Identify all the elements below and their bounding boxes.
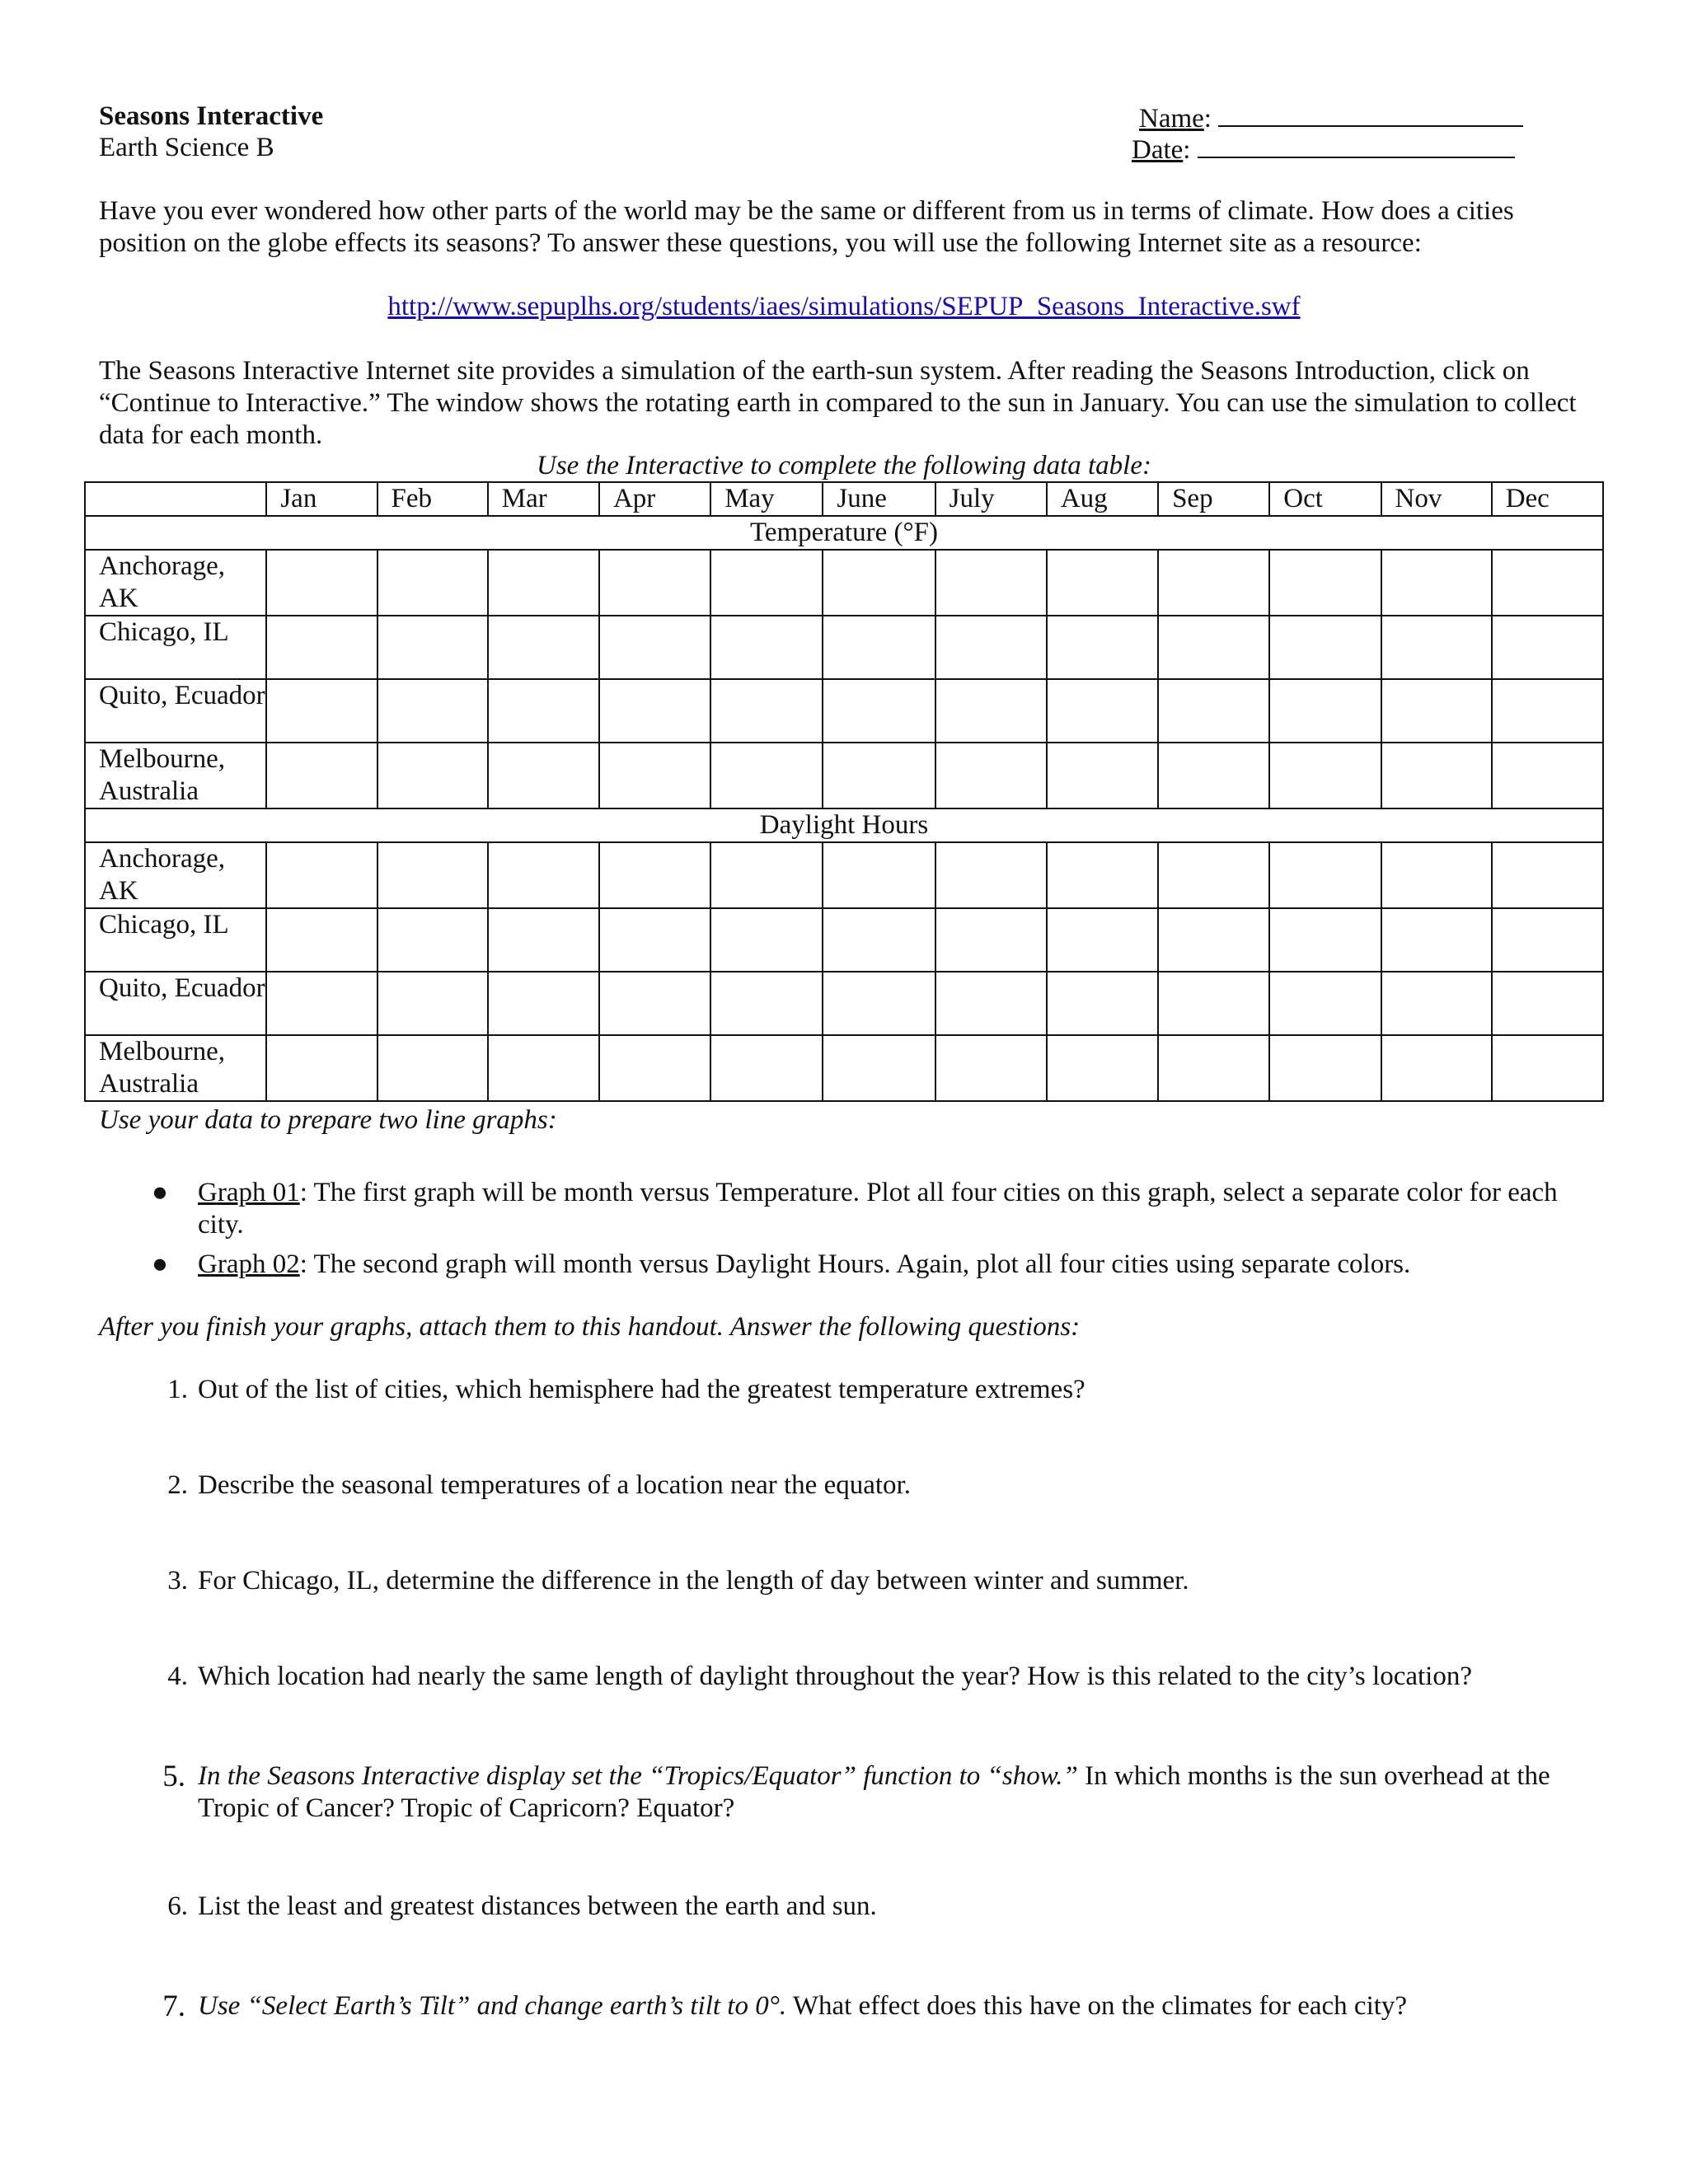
daylight-entry-cell[interactable] (488, 908, 599, 972)
temperature-entry-cell[interactable] (1269, 616, 1381, 679)
question-5 (162, 1760, 1582, 1825)
intro-paragraph: Have you ever wondered how other parts of the world may be the same or different from us in terms of climate. How does a cities position on the globe effects its seasons? To answer these questions, you will use the following Internet site as a resource: (99, 196, 1514, 258)
data-table (84, 481, 1604, 1102)
worksheet-title: Seasons Interactive (99, 101, 324, 131)
temperature-entry-cell[interactable] (377, 616, 488, 679)
month-header: Oct (1269, 482, 1381, 516)
daylight-entry-cell[interactable] (1269, 842, 1381, 908)
city-label: Quito, Ecuador (85, 679, 266, 743)
temperature-entry-cell[interactable] (377, 743, 488, 808)
temperature-entry-cell[interactable] (266, 550, 377, 616)
daylight-section-label: Daylight Hours (85, 808, 1603, 842)
daylight-entry-cell[interactable] (1158, 972, 1269, 1035)
temperature-entry-cell[interactable] (1047, 616, 1158, 679)
temperature-row (85, 679, 1603, 743)
temperature-entry-cell[interactable] (823, 616, 935, 679)
month-header: Dec (1492, 482, 1603, 516)
month-header: Aug (1047, 482, 1158, 516)
city-label: Chicago, IL (85, 908, 266, 972)
temperature-entry-cell[interactable] (1492, 550, 1603, 616)
daylight-entry-cell[interactable] (823, 972, 935, 1035)
temperature-entry-cell[interactable] (266, 743, 377, 808)
daylight-entry-cell[interactable] (599, 908, 710, 972)
temperature-entry-cell[interactable] (1381, 616, 1492, 679)
temperature-section (85, 516, 1603, 550)
temperature-entry-cell[interactable] (710, 550, 823, 616)
daylight-entry-cell[interactable] (823, 842, 935, 908)
daylight-entry-cell[interactable] (935, 1035, 1047, 1101)
daylight-entry-cell[interactable] (1269, 1035, 1381, 1101)
temperature-entry-cell[interactable] (1047, 550, 1158, 616)
temperature-entry-cell[interactable] (935, 616, 1047, 679)
question-6 (167, 1891, 1582, 1923)
question-number: 7. (162, 1990, 185, 2023)
graph-1-text: : The first graph will be month versus Temperature. Plot all four cities on this graph, select a separate color for each city. (198, 1178, 1558, 1240)
name-label: Name (1139, 104, 1204, 134)
table-caption: Use the Interactive to complete the following data table: (537, 451, 1151, 480)
question-text: Out of the list of cities, which hemisphere had the greatest temperature extremes? (198, 1375, 1085, 1404)
daylight-entry-cell[interactable] (710, 972, 823, 1035)
month-header: Jan (266, 482, 377, 516)
question-text: For Chicago, IL, determine the difference in the length of day between winter and summer. (198, 1566, 1189, 1596)
month-header: Mar (488, 482, 599, 516)
temperature-entry-cell[interactable] (823, 743, 935, 808)
temperature-entry-cell[interactable] (599, 616, 710, 679)
graph-1-label: Graph 01 (198, 1178, 300, 1207)
daylight-entry-cell[interactable] (710, 842, 823, 908)
name-blank[interactable] (1218, 101, 1523, 127)
temperature-entry-cell[interactable] (823, 550, 935, 616)
question-3 (167, 1565, 1582, 1597)
daylight-entry-cell[interactable] (266, 1035, 377, 1101)
bullet-icon: ● (152, 1249, 168, 1279)
daylight-entry-cell[interactable] (1047, 972, 1158, 1035)
temperature-entry-cell[interactable] (1047, 743, 1158, 808)
temperature-row (85, 616, 1603, 679)
daylight-entry-cell[interactable] (1381, 908, 1492, 972)
daylight-entry-cell[interactable] (1047, 908, 1158, 972)
daylight-entry-cell[interactable] (935, 972, 1047, 1035)
question-number: 3. (167, 1566, 188, 1596)
daylight-entry-cell[interactable] (599, 972, 710, 1035)
daylight-entry-cell[interactable] (1381, 1035, 1492, 1101)
temperature-entry-cell[interactable] (935, 743, 1047, 808)
daylight-entry-cell[interactable] (377, 972, 488, 1035)
daylight-entry-cell[interactable] (1492, 842, 1603, 908)
question-2 (167, 1469, 1582, 1502)
temperature-entry-cell[interactable] (1269, 550, 1381, 616)
daylight-entry-cell[interactable] (710, 908, 823, 972)
temperature-entry-cell[interactable] (488, 743, 599, 808)
month-header: July (935, 482, 1047, 516)
corner-cell (85, 482, 266, 516)
question-instruction: Use “Select Earth’s Tilt” and change earth’s tilt to 0°. (198, 1991, 787, 2021)
month-header-row (85, 482, 1603, 516)
month-header: Sep (1158, 482, 1269, 516)
temperature-entry-cell[interactable] (377, 550, 488, 616)
daylight-entry-cell[interactable] (377, 1035, 488, 1101)
course-name: Earth Science B (99, 133, 274, 162)
temperature-entry-cell[interactable] (488, 616, 599, 679)
temperature-entry-cell[interactable] (1381, 743, 1492, 808)
temperature-row (85, 550, 1603, 616)
question-7 (162, 1990, 1582, 2023)
month-header: Apr (599, 482, 710, 516)
city-label: Quito, Ecuador (85, 972, 266, 1035)
temperature-entry-cell[interactable] (1158, 679, 1269, 743)
daylight-entry-cell[interactable] (1158, 908, 1269, 972)
daylight-row (85, 842, 1603, 908)
daylight-entry-cell[interactable] (377, 842, 488, 908)
name-field-row: Name: (1139, 101, 1523, 135)
daylight-entry-cell[interactable] (935, 842, 1047, 908)
temperature-entry-cell[interactable] (488, 550, 599, 616)
question-text: Describe the seasonal temperatures of a location near the equator. (198, 1470, 911, 1500)
daylight-row (85, 908, 1603, 972)
city-label: Anchorage, AK (85, 842, 266, 908)
question-4 (167, 1661, 1582, 1693)
daylight-row (85, 1035, 1603, 1101)
daylight-entry-cell[interactable] (1492, 1035, 1603, 1101)
temperature-entry-cell[interactable] (823, 679, 935, 743)
daylight-entry-cell[interactable] (823, 908, 935, 972)
question-text: Which location had nearly the same length of daylight throughout the year? How is this related to the city’s location? (198, 1661, 1472, 1691)
city-label: Anchorage, AK (85, 550, 266, 616)
temperature-entry-cell[interactable] (1269, 743, 1381, 808)
temperature-entry-cell[interactable] (710, 743, 823, 808)
instructions-paragraph: The Seasons Interactive Internet site provides a simulation of the earth-sun system. After reading the Seasons Introduction, click on “Continue to Interactive.” The window shows the rotating earth in compared to the sun in January. You can use the simulation to collect data for each month. (99, 356, 1577, 450)
temperature-entry-cell[interactable] (1158, 550, 1269, 616)
city-label: Chicago, IL (85, 616, 266, 679)
date-label: Date (1132, 135, 1184, 165)
daylight-entry-cell[interactable] (1381, 842, 1492, 908)
temperature-entry-cell[interactable] (935, 679, 1047, 743)
temperature-entry-cell[interactable] (1047, 679, 1158, 743)
daylight-section (85, 808, 1603, 842)
daylight-entry-cell[interactable] (823, 1035, 935, 1101)
month-header: Nov (1381, 482, 1492, 516)
temperature-entry-cell[interactable] (710, 616, 823, 679)
graph-2-item (152, 1249, 1582, 1281)
daylight-entry-cell[interactable] (935, 908, 1047, 972)
question-number: 2. (167, 1470, 188, 1500)
temperature-entry-cell[interactable] (1158, 743, 1269, 808)
daylight-entry-cell[interactable] (710, 1035, 823, 1101)
city-label: Melbourne, Australia (85, 1035, 266, 1101)
graph-2-text: : The second graph will month versus Daylight Hours. Again, plot all four cities using separate colors. (299, 1249, 1411, 1279)
daylight-entry-cell[interactable] (377, 908, 488, 972)
month-header: June (823, 482, 935, 516)
question-text: What effect does this have on the climates for each city? (786, 1991, 1408, 2021)
month-header: May (710, 482, 823, 516)
questions-intro: After you finish your graphs, attach them to this handout. Answer the following questions: (99, 1312, 1081, 1342)
temperature-section-label: Temperature (°F) (85, 516, 1603, 550)
temperature-entry-cell[interactable] (599, 550, 710, 616)
daylight-entry-cell[interactable] (1381, 972, 1492, 1035)
resource-link[interactable]: http://www.sepuplhs.org/students/iaes/simulations/SEPUP_Seasons_Interactive.swf (387, 292, 1301, 321)
temperature-entry-cell[interactable] (1269, 679, 1381, 743)
city-label: Melbourne, Australia (85, 743, 266, 808)
date-field-row: Date: (1132, 132, 1515, 166)
temperature-row (85, 743, 1603, 808)
temperature-entry-cell[interactable] (1492, 616, 1603, 679)
temperature-entry-cell[interactable] (266, 616, 377, 679)
daylight-entry-cell[interactable] (488, 972, 599, 1035)
daylight-entry-cell[interactable] (599, 842, 710, 908)
daylight-entry-cell[interactable] (266, 972, 377, 1035)
daylight-entry-cell[interactable] (1269, 972, 1381, 1035)
daylight-entry-cell[interactable] (266, 842, 377, 908)
daylight-entry-cell[interactable] (266, 908, 377, 972)
temperature-entry-cell[interactable] (599, 743, 710, 808)
daylight-entry-cell[interactable] (488, 1035, 599, 1101)
daylight-entry-cell[interactable] (1047, 842, 1158, 908)
temperature-entry-cell[interactable] (710, 679, 823, 743)
bullet-icon: ● (152, 1178, 168, 1207)
question-text: List the least and greatest distances between the earth and sun. (198, 1891, 877, 1921)
daylight-entry-cell[interactable] (1158, 1035, 1269, 1101)
graph-2-label: Graph 02 (198, 1249, 300, 1279)
daylight-entry-cell[interactable] (1158, 842, 1269, 908)
daylight-entry-cell[interactable] (1269, 908, 1381, 972)
daylight-entry-cell[interactable] (599, 1035, 710, 1101)
question-instruction: In the Seasons Interactive display set the “Tropics/Equator” function to “show.” (198, 1761, 1078, 1791)
date-blank[interactable] (1198, 132, 1515, 158)
temperature-entry-cell[interactable] (1492, 743, 1603, 808)
question-text: In which months is the sun overhead at the Tropic of Cancer? Tropic of Capricorn? Equator? (198, 1761, 1550, 1823)
question-number: 5. (162, 1760, 185, 1793)
temperature-entry-cell[interactable] (488, 679, 599, 743)
daylight-entry-cell[interactable] (1047, 1035, 1158, 1101)
temperature-entry-cell[interactable] (266, 679, 377, 743)
temperature-entry-cell[interactable] (935, 550, 1047, 616)
temperature-entry-cell[interactable] (1381, 550, 1492, 616)
daylight-row (85, 972, 1603, 1035)
temperature-entry-cell[interactable] (1492, 679, 1603, 743)
month-header: Feb (377, 482, 488, 516)
temperature-entry-cell[interactable] (1381, 679, 1492, 743)
temperature-entry-cell[interactable] (599, 679, 710, 743)
daylight-entry-cell[interactable] (1492, 972, 1603, 1035)
graph-1-item (152, 1177, 1582, 1241)
temperature-entry-cell[interactable] (377, 679, 488, 743)
temperature-entry-cell[interactable] (1158, 616, 1269, 679)
question-1 (167, 1374, 1582, 1406)
question-number: 4. (167, 1661, 188, 1691)
daylight-entry-cell[interactable] (488, 842, 599, 908)
graph-instructions (152, 1177, 1582, 1288)
graphs-intro: Use your data to prepare two line graphs: (99, 1105, 557, 1135)
daylight-entry-cell[interactable] (1492, 908, 1603, 972)
question-number: 6. (167, 1891, 188, 1921)
question-number: 1. (167, 1375, 188, 1404)
